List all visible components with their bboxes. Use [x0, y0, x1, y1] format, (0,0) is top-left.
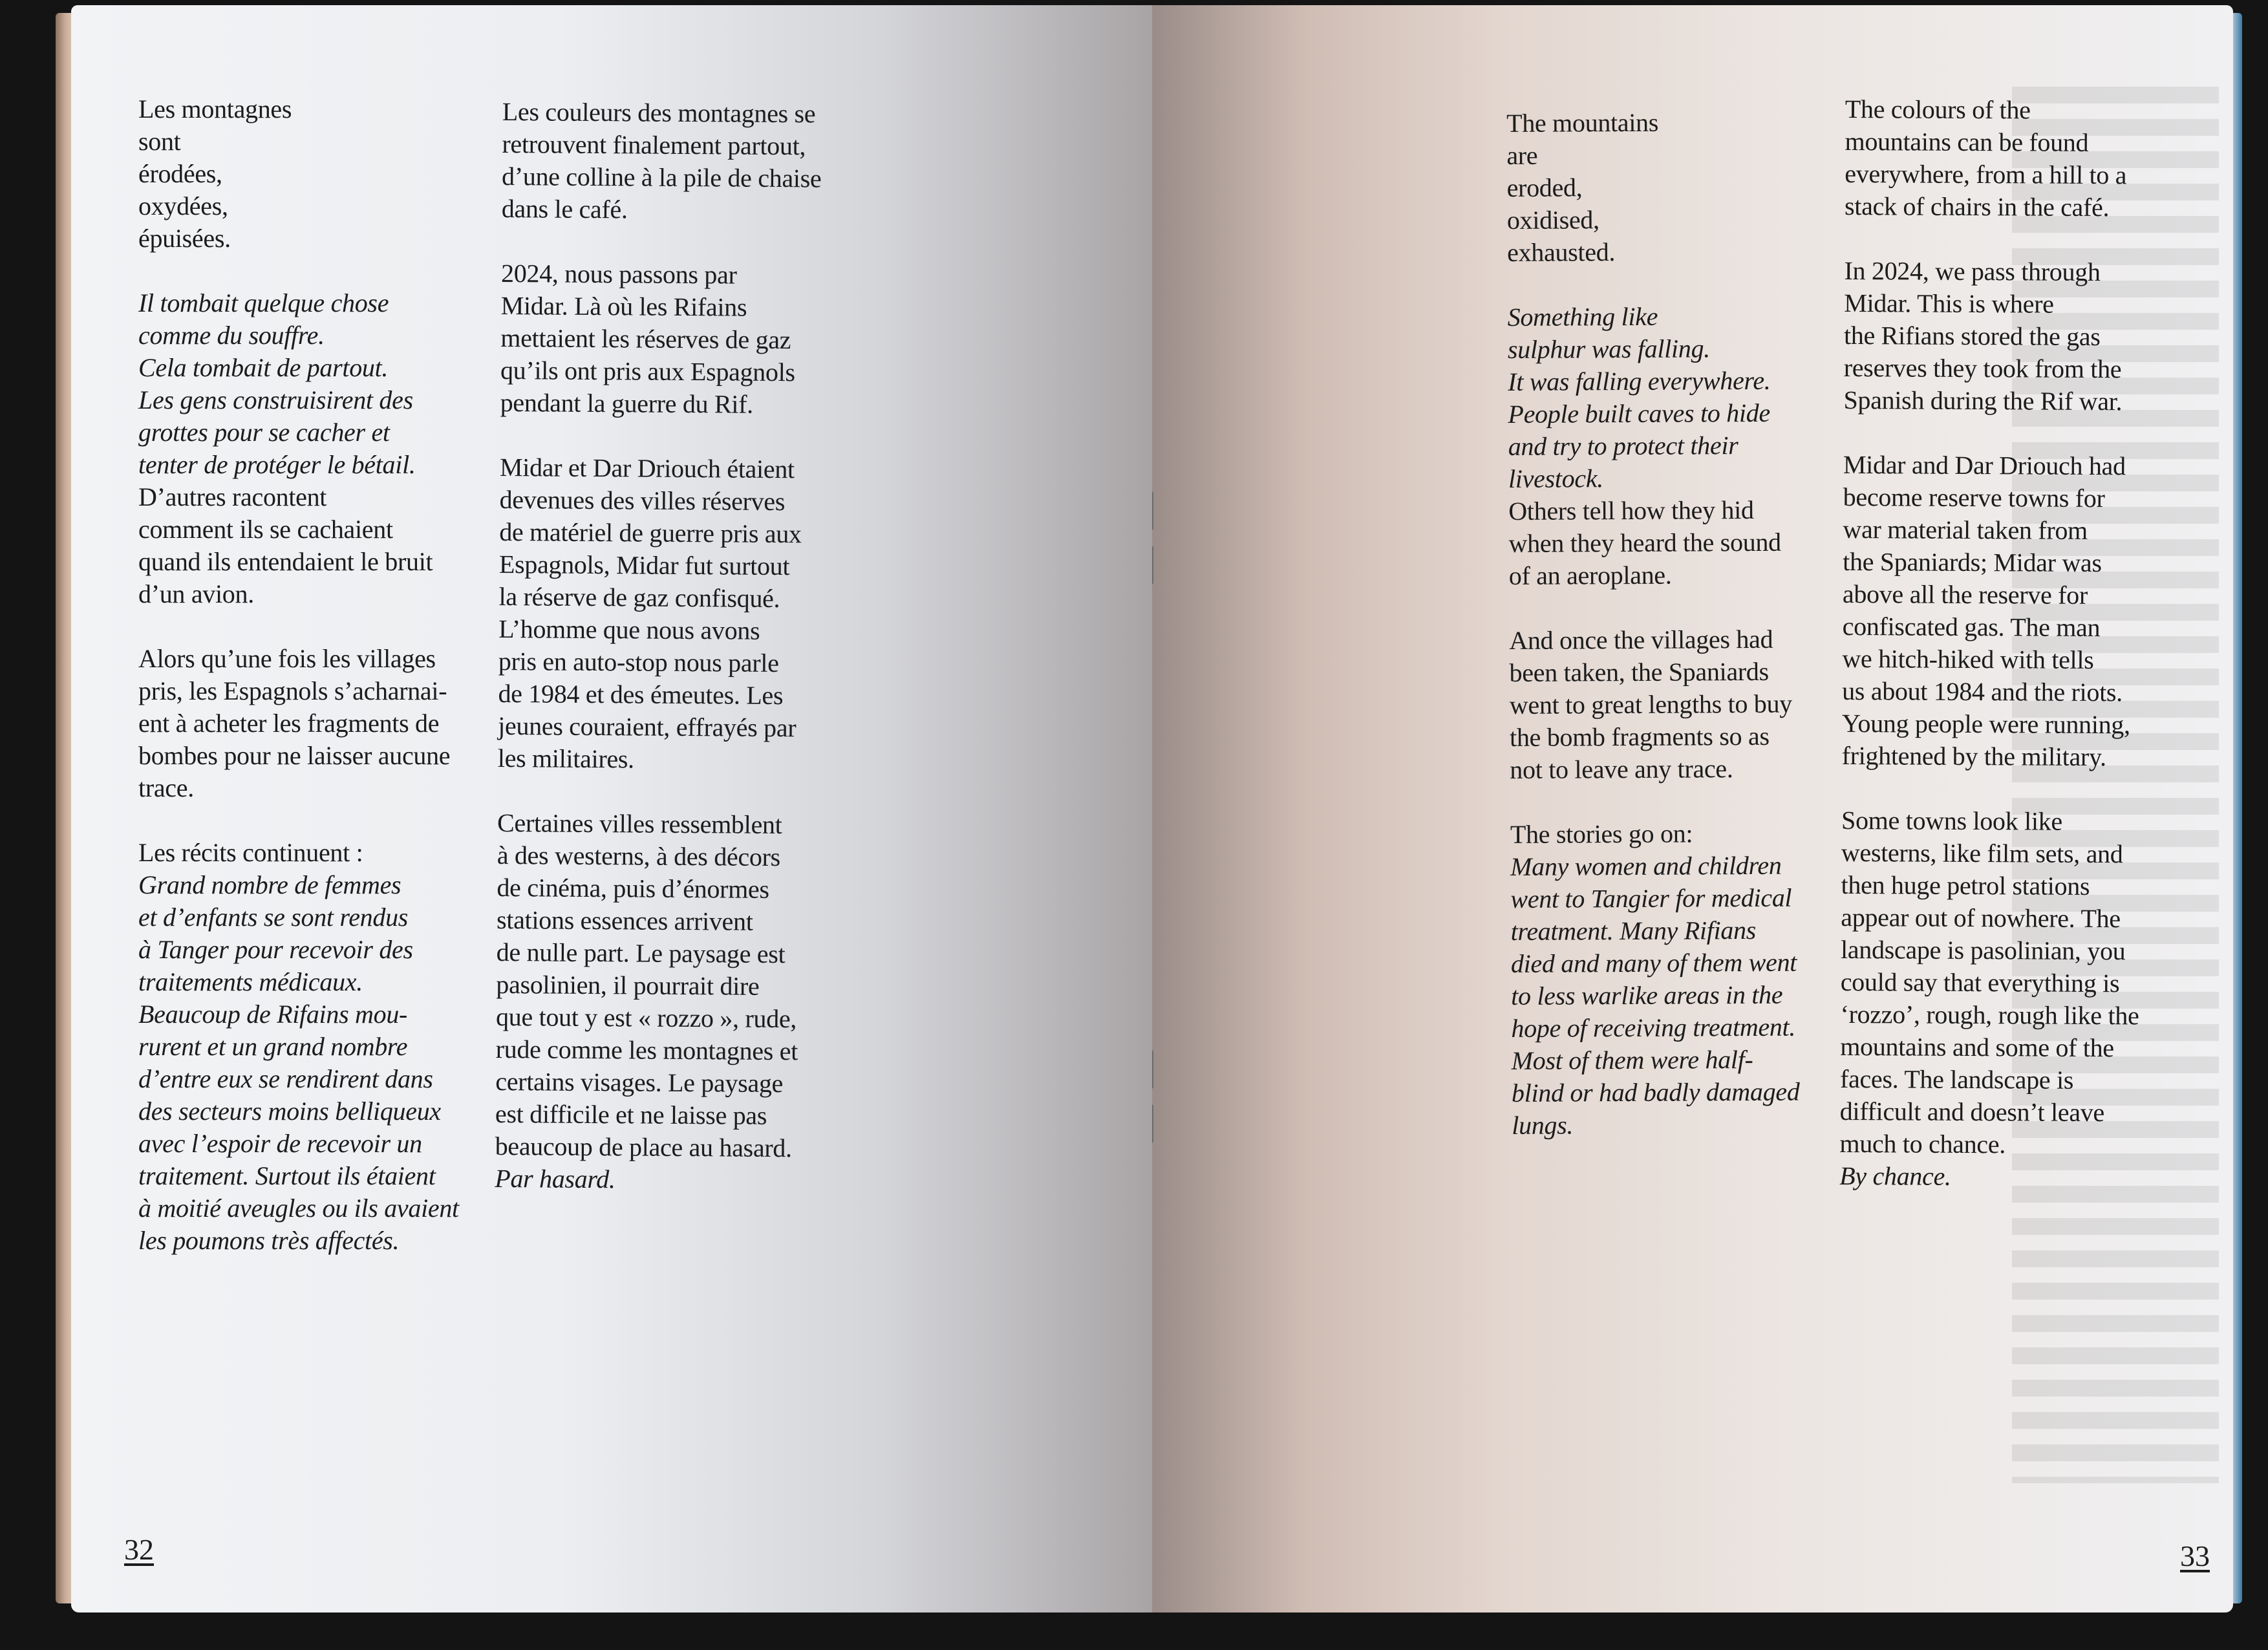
- text-line: oxidised,: [1506, 205, 1599, 235]
- binding-stitch: [1152, 1104, 1153, 1143]
- text-line: the bomb fragments so as: [1509, 721, 1770, 752]
- paragraph: [138, 287, 552, 610]
- text-line: Certaines villes ressemblent: [497, 808, 782, 840]
- text-line: de matériel de guerre pris aux: [499, 517, 802, 549]
- paragraph: [498, 451, 914, 777]
- paragraph: [1510, 817, 1874, 1142]
- text-line: érodées,: [138, 159, 222, 188]
- text-line: devenues des villes réserves: [499, 484, 786, 517]
- text-line: pris en auto-stop nous parle: [498, 646, 779, 678]
- text-line: and try to protect their: [1508, 431, 1738, 461]
- text-line: de 1984 et des émeutes. Les: [498, 678, 784, 711]
- binding-stitch: [1152, 1050, 1153, 1089]
- text-line: when they heard the sound: [1508, 527, 1781, 558]
- paragraph: [138, 643, 552, 804]
- text-line: 2024, nous passons par: [500, 258, 737, 290]
- text-line: above all the reserve for: [1842, 579, 2088, 610]
- text-line: les poumons très affectés.: [138, 1226, 400, 1255]
- text-line: went to great lengths to buy: [1509, 689, 1793, 720]
- text-line: sont: [138, 127, 181, 156]
- text-line: livestock.: [1508, 464, 1604, 493]
- text-line: Midar. This is where: [1844, 288, 2054, 319]
- text-line: could say that everything is: [1840, 967, 2120, 998]
- text-line: d’un avion.: [138, 579, 254, 608]
- page-number-right: 33: [2180, 1539, 2210, 1572]
- text-line: stations essences arrivent: [496, 905, 753, 936]
- text-line: Les récits continuent :: [138, 838, 363, 867]
- text-line: died and many of them went: [1510, 947, 1797, 978]
- text-line: stack of chairs in the café.: [1844, 191, 2110, 222]
- text-line: war material taken from: [1843, 514, 2088, 545]
- text-line: The mountains: [1506, 107, 1659, 138]
- text-line: à des westerns, à des décors: [497, 840, 781, 872]
- text-line: lungs.: [1512, 1110, 1574, 1140]
- text-line: pasolinien, il pourrait dire: [496, 969, 760, 1001]
- text-line: oxydées,: [138, 191, 228, 220]
- text-line: sulphur was falling.: [1507, 334, 1711, 364]
- text-line: Beaucoup de Rifains mou-: [138, 1000, 408, 1029]
- right-page-column-2: [1839, 93, 2207, 1194]
- text-line: not to leave any trace.: [1510, 754, 1733, 784]
- text-line: confiscated gas. The man: [1842, 611, 2101, 643]
- text-line: us about 1984 and the riots.: [1842, 676, 2123, 707]
- text-line: landscape is pasolinian, you: [1840, 934, 2126, 966]
- text-line: Les couleurs des montagnes se: [502, 96, 816, 129]
- text-line: Midar and Dar Driouch had: [1843, 449, 2126, 481]
- text-line: The colours of the: [1845, 94, 2031, 125]
- text-line: the Spaniards; Midar was: [1843, 546, 2102, 578]
- left-page-column-2: [495, 96, 916, 1197]
- paragraph: [495, 807, 911, 1197]
- text-line: comme du souffre.: [138, 321, 325, 350]
- binding-stitch: [1152, 491, 1153, 530]
- text-line: Something like: [1507, 301, 1658, 332]
- right-page: [1152, 5, 2233, 1612]
- text-line: of an aeroplane.: [1508, 560, 1672, 590]
- text-line: d’une colline à la pile de chaise: [501, 161, 822, 193]
- text-line: pris, les Espagnols s’acharnai-: [138, 676, 447, 705]
- text-line: rude comme les montagnes et: [495, 1034, 798, 1066]
- paragraph: [1842, 449, 2206, 774]
- paragraph: [1508, 299, 1871, 592]
- left-page: [71, 5, 1152, 1612]
- text-line: trace.: [138, 773, 194, 802]
- text-line: à Tanger pour recevoir des: [138, 935, 413, 964]
- text-line: qu’ils ont pris aux Espagnols: [500, 355, 795, 387]
- text-line: westerns, like film sets, and: [1841, 837, 2123, 869]
- text-line: traitements médicaux.: [138, 967, 363, 996]
- text-line: Grand nombre de femmes: [138, 870, 401, 899]
- text-line: dans le café.: [501, 193, 628, 224]
- text-line: et d’enfants se sont rendus: [138, 903, 409, 932]
- text-line: Spanish during the Rif war.: [1843, 385, 2123, 416]
- text-line: By chance.: [1839, 1161, 1951, 1191]
- text-line: la réserve de gaz confisqué.: [498, 581, 780, 614]
- text-line: appear out of nowhere. The: [1841, 902, 2121, 934]
- text-line: avec l’espoir de recevoir un: [138, 1129, 422, 1158]
- text-line: Alors qu’une fois les villages: [138, 644, 436, 673]
- text-line: Midar et Dar Driouch étaient: [499, 452, 795, 484]
- text-line: D’autres racontent: [138, 482, 327, 511]
- text-line: beaucoup de place au hasard.: [495, 1131, 792, 1163]
- text-line: Il tombait quelque chose: [138, 288, 389, 317]
- text-line: hope of receiving treatment.: [1511, 1012, 1796, 1043]
- text-line: pendant la guerre du Rif.: [500, 387, 754, 419]
- text-line: L’homme que nous avons: [498, 614, 760, 645]
- paragraph: [1509, 623, 1872, 786]
- text-line: quand ils entendaient le bruit: [138, 547, 433, 576]
- text-line: Some towns look like: [1841, 805, 2063, 836]
- text-line: mettaient les réserves de gaz: [500, 323, 791, 355]
- text-line: les militaires.: [497, 743, 635, 774]
- page-number-left: 32: [124, 1533, 154, 1566]
- text-line: comment ils se cachaient: [138, 515, 393, 544]
- text-line: Cela tombait de partout.: [138, 353, 389, 382]
- text-line: de cinéma, puis d’énormes: [497, 872, 769, 904]
- text-line: certains visages. Le paysage: [495, 1066, 784, 1098]
- text-line: the Rifians stored the gas: [1843, 320, 2101, 352]
- text-line: d’entre eux se rendirent dans: [138, 1064, 433, 1093]
- text-line: exhausted.: [1507, 237, 1616, 267]
- paragraph: [502, 96, 916, 228]
- text-line: And once the villages had: [1509, 624, 1773, 655]
- binding-stitch: [1152, 546, 1153, 584]
- text-line: People built caves to hide: [1508, 398, 1771, 429]
- text-line: à moitié aveugles ou ils avaient: [138, 1194, 459, 1223]
- right-page-column-1: [1506, 105, 1874, 1142]
- text-line: tenter de protéger le bétail.: [138, 450, 416, 479]
- paragraph: [1839, 804, 2203, 1194]
- paragraph: [1506, 105, 1869, 269]
- text-line: everywhere, from a hill to a: [1845, 158, 2127, 190]
- text-line: jeunes couraient, effrayés par: [498, 711, 797, 743]
- text-line: we hitch-hiked with tells: [1842, 643, 2094, 675]
- text-line: been taken, the Spaniards: [1509, 656, 1769, 687]
- text-line: went to Tangier for medical: [1510, 883, 1792, 914]
- text-line: difficult and doesn’t leave: [1839, 1096, 2105, 1128]
- text-line: Others tell how they hid: [1508, 495, 1754, 526]
- text-line: épuisées.: [138, 224, 231, 253]
- paragraph: [138, 93, 552, 255]
- text-line: grottes pour se cacher et: [138, 418, 390, 447]
- text-line: then huge petrol stations: [1841, 870, 2090, 901]
- paragraph: [1843, 255, 2206, 418]
- text-line: Many women and children: [1510, 850, 1782, 881]
- text-line: Par hasard.: [495, 1163, 615, 1194]
- text-line: Les gens construisirent des: [138, 385, 413, 414]
- text-line: mountains and some of the: [1840, 1031, 2114, 1063]
- text-line: The stories go on:: [1510, 819, 1693, 849]
- text-line: eroded,: [1506, 173, 1583, 202]
- text-line: reserves they took from the: [1843, 352, 2122, 384]
- text-line: faces. The landscape is: [1839, 1064, 2074, 1095]
- text-line: Les montagnes: [138, 94, 292, 123]
- text-line: est difficile et ne laisse pas: [495, 1098, 767, 1130]
- paragraph: [1845, 93, 2207, 224]
- paragraph: [138, 837, 552, 1257]
- text-line: des secteurs moins belliqueux: [138, 1097, 441, 1126]
- left-page-column-1: [138, 93, 552, 1257]
- text-line: Most of them were half-: [1511, 1045, 1753, 1075]
- text-line: frightened by the military.: [1841, 740, 2106, 772]
- text-line: bombes pour ne laisser aucune: [138, 741, 451, 770]
- text-line: retrouvent finalement partout,: [502, 129, 806, 161]
- text-line: Midar. Là où les Rifains: [500, 290, 747, 322]
- text-line: to less warlike areas in the: [1511, 980, 1783, 1011]
- text-line: blind or had badly damaged: [1511, 1077, 1800, 1108]
- text-line: de nulle part. Le paysage est: [496, 937, 786, 969]
- text-line: are: [1506, 140, 1538, 170]
- text-line: It was falling everywhere.: [1508, 365, 1771, 396]
- text-line: ‘rozzo’, rough, rough like the: [1840, 999, 2139, 1031]
- text-line: Espagnols, Midar fut surtout: [498, 549, 790, 581]
- text-line: much to chance.: [1839, 1128, 2006, 1159]
- text-line: traitement. Surtout ils étaient: [138, 1161, 436, 1190]
- text-line: rurent et un grand nombre: [138, 1032, 408, 1061]
- text-line: treatment. Many Rifians: [1510, 915, 1757, 946]
- text-line: Young people were running,: [1841, 708, 2130, 740]
- paragraph: [500, 257, 915, 422]
- text-line: que tout y est « rozzo », rude,: [495, 1002, 797, 1034]
- text-line: become reserve towns for: [1843, 482, 2105, 513]
- text-line: In 2024, we pass through: [1844, 255, 2101, 287]
- text-line: ent à acheter les fragments de: [138, 709, 440, 738]
- text-line: mountains can be found: [1845, 126, 2089, 157]
